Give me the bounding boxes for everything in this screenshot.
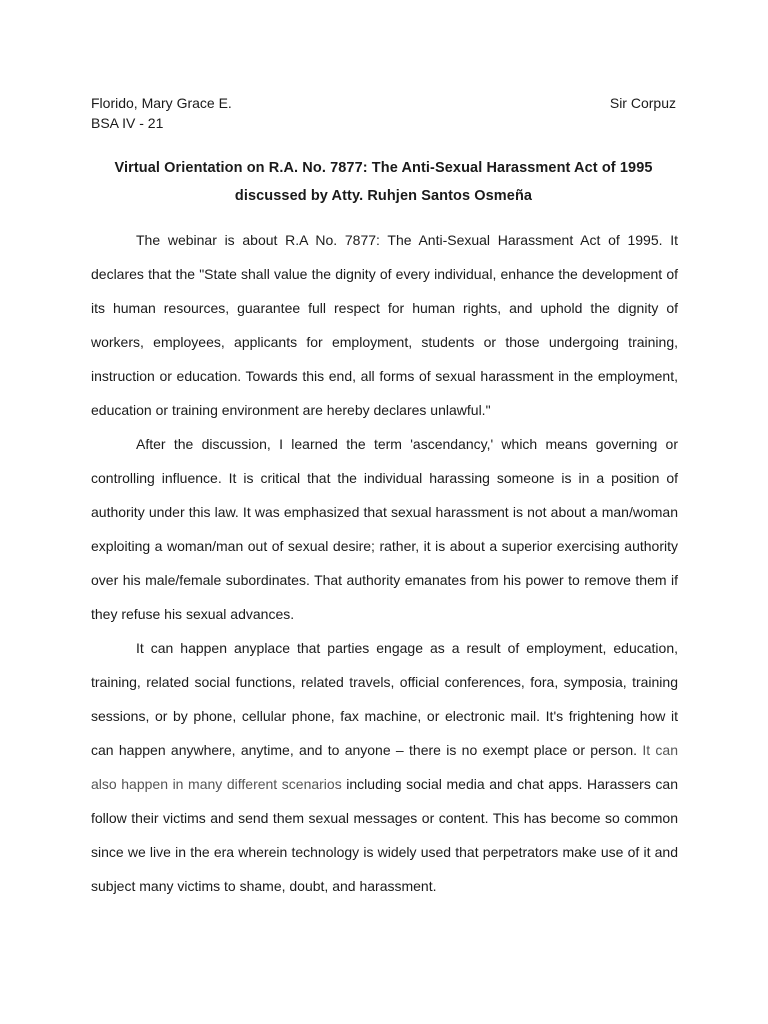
paragraph-3-part-c: including social media and chat apps. Harassers can follow their victims and send them sexual messages or content. This has become so common since we live in the era wherein technology is widely used that perpetrators make use of it and subject many victims to shame, doubt, and harassment. [91, 776, 678, 894]
title-line-2: discussed by Atty. Ruhjen Santos Osmeña [234, 188, 533, 204]
instructor-name: Sir Corpuz [609, 95, 676, 111]
paragraph-1: The webinar is about R.A No. 7877: The Anti-Sexual Harassment Act of 1995. It declares that the "State shall value the dignity of every individual, enhance the development of its human resources, guarantee full respect for human rights, and uphold the dignity of workers, employees, applicants for employment, students or those undergoing training, instruction or education. Towards this end, all forms of sexual harassment in the employment, education or training environment are hereby declares unlawful." [91, 232, 678, 418]
paragraph-2: After the discussion, I learned the term 'ascendancy,' which means governing or controlling influence. It is critical that the individual harassing someone is in a position of authority under this law. It was emphasized that sexual harassment is not about a man/woman exploiting a woman/man out of sexual desire; rather, it is about a superior exercising authority over his male/female subordinates. That authority emanates from his power to remove them if they refuse his sexual advances. [91, 436, 678, 622]
document-header [91, 93, 676, 133]
paragraph-3 [91, 631, 678, 903]
document-title [91, 154, 676, 210]
header-row-1 [91, 93, 676, 113]
paragraph-3-part-a: It can happen anyplace that parties engage as a result of employment, education, training, related social functions, related travels, official conferences, fora, symposia, training sessions, or by phone, cellular phone, fax machine, or electronic mail. It's frightening how it can happen anywhere, anytime, and to anyone – there is no exempt place or person. [91, 640, 678, 758]
paragraph-3-part-b: It can also happen in many different scenarios [91, 742, 678, 792]
title-line-1: Virtual Orientation on R.A. No. 7877: The Anti-Sexual Harassment Act of 1995 [114, 160, 653, 176]
document-body [91, 223, 678, 903]
author-name: Florido, Mary Grace E. [91, 95, 232, 111]
section-label: BSA IV - 21 [91, 115, 164, 131]
